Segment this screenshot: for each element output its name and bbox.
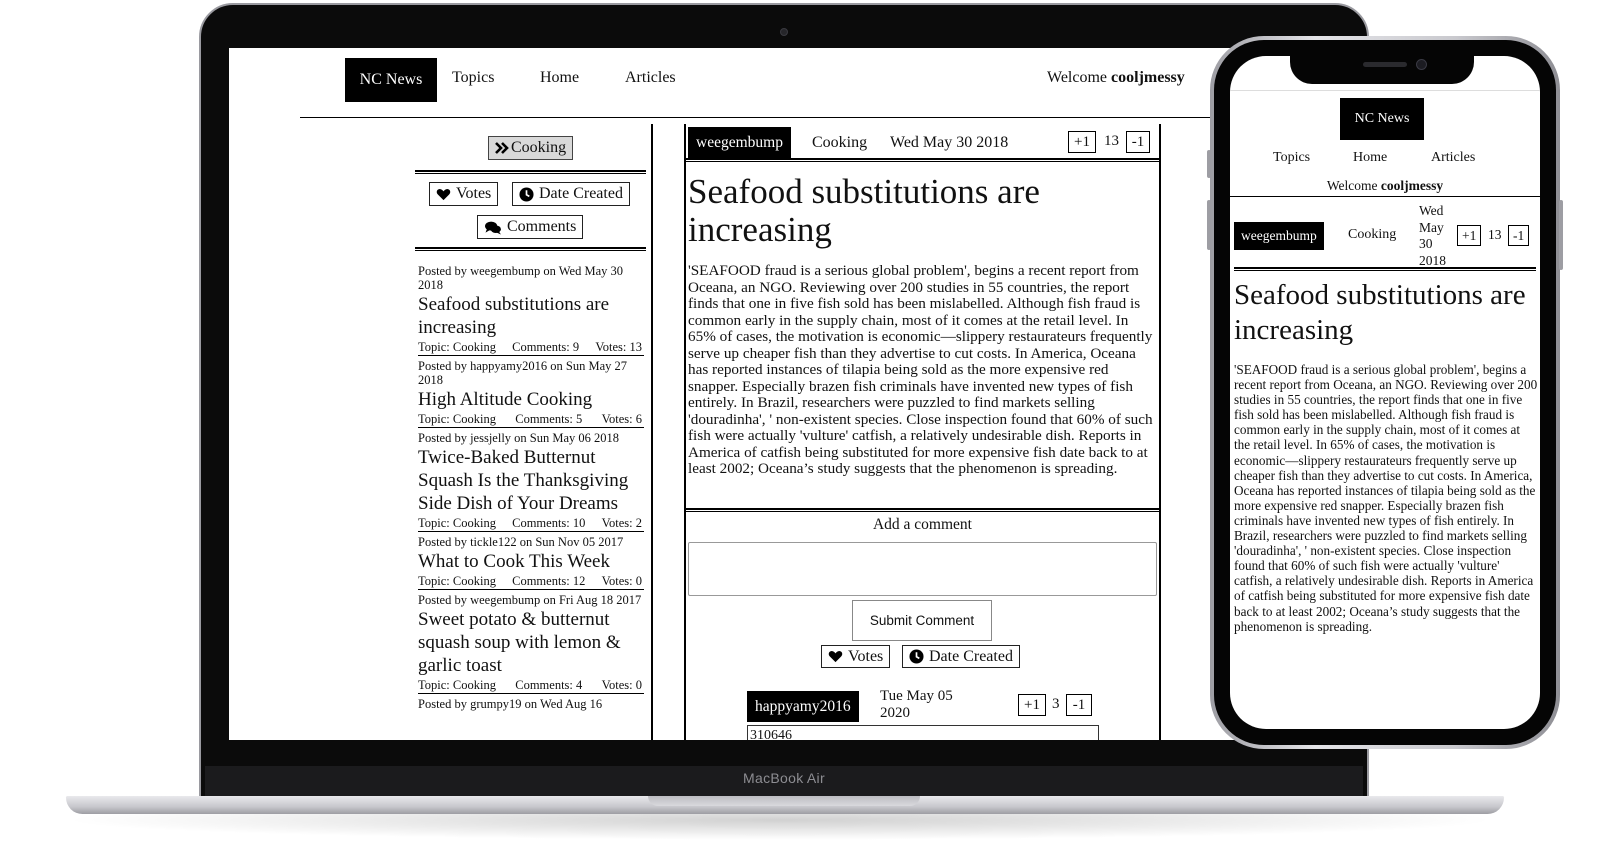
comment-date: Tue May 05 2020: [880, 688, 953, 721]
phone-date-line: 30: [1419, 236, 1433, 251]
phone-nav-brand[interactable]: NC News: [1340, 98, 1424, 140]
article-meta: Posted by happyamy2016 on Sun May 27 2018: [418, 359, 628, 387]
laptop-camera: [780, 28, 788, 36]
list-item[interactable]: [418, 431, 644, 532]
laptop-hinge-notch: [648, 796, 920, 806]
nav-link-home[interactable]: Home: [540, 69, 580, 86]
article-votes: Votes: 13: [595, 340, 642, 354]
comment-sort-date-button[interactable]: [902, 645, 1020, 668]
comment-body: 310646: [747, 725, 1099, 740]
phone-username: cooljmessy: [1380, 178, 1444, 193]
article-meta: Posted by jessjelly on Sun May 06 2018: [418, 431, 620, 445]
sidebar-divider: [415, 170, 646, 174]
article-comments: Comments: 12: [512, 574, 586, 588]
phone-screen: [1230, 56, 1540, 729]
article-votes: Votes: 2: [601, 516, 642, 530]
phone-side-button: [1207, 200, 1211, 250]
sidebar-divider: [415, 247, 646, 251]
article-title: Seafood substitutions are increasing: [688, 172, 1040, 249]
phone-article-topic[interactable]: Cooking: [1348, 227, 1397, 242]
comment-sort-votes-label: Votes: [848, 647, 884, 665]
phone-camera: [1416, 59, 1427, 70]
sort-votes-label: Votes: [456, 185, 492, 202]
article-stats: [418, 412, 644, 427]
article-panel: [684, 124, 1161, 740]
article-meta: Posted by tickle122 on Sun Nov 05 2017: [418, 535, 624, 549]
article-divider: [686, 158, 1159, 162]
comment-downvote-button[interactable]: -1: [1066, 694, 1092, 716]
phone-nav-link-home[interactable]: Home: [1353, 150, 1388, 165]
phone-article-title: Seafood substitutions are increasing: [1234, 279, 1526, 346]
downvote-button[interactable]: -1: [1126, 131, 1150, 153]
article-title-link[interactable]: Seafood substitutions are increasing: [418, 294, 610, 338]
article-stats: [418, 516, 644, 531]
laptop-brand-label: MacBook Air: [743, 770, 825, 786]
heart-icon: [436, 187, 451, 202]
article-list: [418, 264, 644, 714]
article-body: 'SEAFOOD fraud is a serious global problem', begins a recent report from Oceana, an NGO. Reviewing over 200 studies in 55 countries, the report finds that one in five fish sold has been mislabelled. Although fish fraud is common early in the supply chain, most of it comes at the retail level. In 65% of cases, the motivation is economic—slippery restaurateurs frequently serve up cheaper fish than they advertise to cut costs. In America, Oceana has reported instances of tilapia being sold as the more expensive red snapper. Especially brazen fish criminals have invented new types of fish entirely. In Brazil, researchers were puzzled to find markets selling 'douradinha', ' non-existent species. Close inspection found that 60% of such fish were actually 'vulture' catfish, a relatively undesirable dish. Reports in America of catfish being substituted for more expensive fish date back to at least 2002; Oceana’s study suggests that the phenomenon is spreading.: [688, 262, 1153, 477]
heart-icon: [828, 649, 843, 664]
nav-divider: [300, 117, 1339, 118]
phone-nav-link-topics[interactable]: Topics: [1273, 150, 1311, 165]
article-date: Wed May 30 2018: [890, 134, 1009, 151]
comment-input[interactable]: [688, 542, 1157, 596]
comment-vote-count: 3: [1052, 696, 1060, 712]
phone-upvote-button[interactable]: +1: [1457, 225, 1481, 246]
phone-article-author[interactable]: weegembump: [1234, 222, 1324, 250]
article-comments: Comments: 4: [515, 678, 583, 692]
article-votes: Votes: 0: [601, 574, 642, 588]
clock-icon: [519, 187, 534, 202]
phone-date-line: May: [1419, 219, 1444, 235]
list-item[interactable]: [418, 264, 644, 356]
nav-link-topics[interactable]: Topics: [452, 69, 495, 86]
phone-date-line: 2018: [1419, 252, 1446, 268]
comment-author[interactable]: happyamy2016: [747, 691, 859, 722]
topic-button-label: Cooking: [511, 139, 567, 156]
phone-article-date: [1419, 203, 1455, 269]
phone-side-button: [1207, 150, 1211, 178]
comments-icon: [484, 220, 502, 235]
sort-comments-label: Comments: [507, 218, 577, 235]
article-topic: Topic: Cooking: [418, 516, 496, 530]
article-topic: Topic: Cooking: [418, 678, 496, 692]
submit-comment-button[interactable]: Submit Comment: [852, 600, 992, 641]
list-item[interactable]: [418, 697, 644, 711]
article-title-link[interactable]: Twice-Baked Butternut Squash Is the Thanksgiving Side Dish of Your Dreams: [418, 447, 629, 514]
list-item[interactable]: [418, 593, 644, 694]
article-meta: Posted by grumpy19 on Wed Aug 16: [418, 697, 603, 711]
phone-downvote-button[interactable]: -1: [1508, 225, 1529, 246]
comment-sort-date-label: Date Created: [929, 647, 1013, 665]
comment-sort-votes-button[interactable]: [821, 645, 890, 668]
article-title-link[interactable]: What to Cook This Week: [418, 551, 610, 572]
sort-votes-button[interactable]: [429, 182, 498, 206]
phone-vote-count: 13: [1488, 227, 1502, 242]
nav-link-articles[interactable]: Articles: [625, 69, 676, 86]
comment-upvote-button[interactable]: +1: [1018, 694, 1046, 716]
phone-side-button: [1559, 200, 1563, 270]
phone-speaker: [1363, 62, 1407, 67]
upvote-button[interactable]: +1: [1068, 131, 1096, 153]
laptop-screen: [229, 48, 1339, 740]
sort-date-button[interactable]: [512, 182, 630, 206]
topic-button[interactable]: [488, 136, 573, 160]
phone-article-body: 'SEAFOOD fraud is a serious global problem', begins a recent report from Oceana, an NGO. Reviewing over 200 studies in 55 countries, the report finds that one in five fish sold has been mislabelled. Although fish fraud is common early in the supply chain, most of it comes at the retail level. In 65% of cases, the motivation is economic—slippery restaurateurs frequently serve up cheaper fish than they advertise to cut costs. In America, Oceana has reported instances of tilapia being sold as the more expensive red snapper. Especially brazen fish criminals have invented new types of fish entirely. In Brazil, researchers were puzzled to find markets selling 'douradinha', ' non-existent species. Close inspection found that 60% of such fish were actually 'vulture' catfish, a relatively undesirable dish. Reports in America of catfish being substituted for more expensive fish date back to at least 2002; Oceana’s study suggests that the phenomenon is spreading.: [1234, 362, 1538, 634]
article-meta: Posted by weegembump on Wed May 30 2018: [418, 264, 623, 292]
article-meta: Posted by weegembump on Fri Aug 18 2017: [418, 593, 642, 607]
vote-count: 13: [1104, 133, 1119, 149]
article-comments: Comments: 10: [512, 516, 586, 530]
phone-date-line: Wed: [1419, 203, 1444, 218]
article-stats: [418, 574, 644, 589]
article-comments: Comments: 5: [515, 412, 583, 426]
sort-comments-button[interactable]: [477, 215, 583, 239]
phone-welcome-prefix: Welcome: [1326, 178, 1378, 193]
article-topic: Topic: Cooking: [418, 574, 496, 588]
article-topic: Topic: Cooking: [418, 412, 496, 426]
article-topic[interactable]: Cooking: [812, 134, 868, 151]
phone-notch: [1290, 54, 1474, 84]
phone-nav-divider: [1230, 196, 1540, 197]
article-votes: Votes: 0: [601, 678, 642, 692]
article-votes: Votes: 6: [601, 412, 642, 426]
welcome-text: [1047, 69, 1185, 87]
username: cooljmessy: [1111, 69, 1185, 86]
phone-nav-link-articles[interactable]: Articles: [1431, 150, 1476, 165]
sort-date-label: Date Created: [539, 185, 623, 202]
article-author[interactable]: weegembump: [688, 127, 791, 159]
sidebar: [415, 124, 653, 740]
article-divider: [686, 508, 1159, 512]
article-stats: [418, 678, 644, 693]
list-item[interactable]: [418, 535, 644, 590]
article-title-link[interactable]: Sweet potato & butternut squash soup with lemon & garlic toast: [418, 609, 621, 676]
welcome-prefix: Welcome: [1047, 69, 1108, 86]
phone-top-divider: [1230, 90, 1540, 91]
article-title-link[interactable]: High Altitude Cooking: [418, 389, 593, 410]
article-comments: Comments: 9: [512, 340, 580, 354]
phone-article-divider: [1234, 267, 1536, 271]
article-stats: [418, 340, 644, 355]
nav-brand[interactable]: NC News: [345, 58, 437, 102]
list-item[interactable]: [418, 359, 644, 428]
article-topic: Topic: Cooking: [418, 340, 496, 354]
add-comment-label: Add a comment: [872, 516, 972, 533]
double-chevron-right-icon: [495, 142, 509, 154]
clock-icon: [909, 649, 924, 664]
phone-welcome-text: [1230, 178, 1540, 194]
